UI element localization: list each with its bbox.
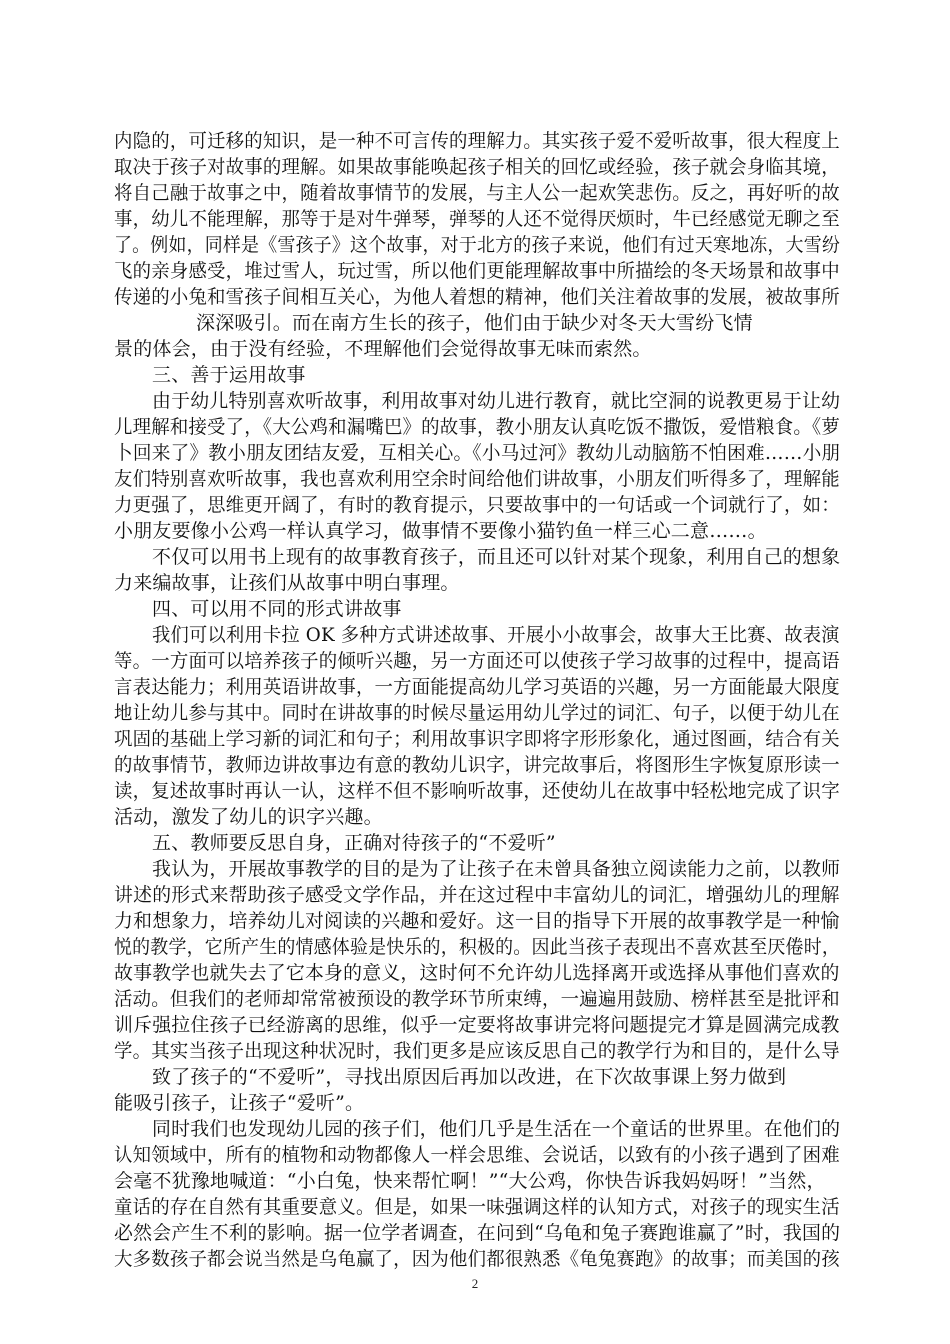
text-line: 会毫不犹豫地喊道：“小白兔，快来帮忙啊！”“大公鸡，你快告诉我妈妈呀！”当然，	[114, 1170, 826, 1192]
section-heading: 三、善于运用故事	[152, 364, 306, 386]
text-line: 事，幼儿不能理解，那等于是对牛弹琴，弹琴的人还不觉得厌烦时，牛已经感觉无聊之至	[114, 208, 840, 230]
text-line: 的故事情节，教师边讲故事边有意的教幼儿识字，讲完故事后，将图形生字恢复原形读一	[114, 754, 840, 776]
section-heading: 四、可以用不同的形式讲故事	[152, 598, 402, 620]
text-line: 活动，激发了幼儿的识字兴趣。	[114, 806, 383, 828]
text-line: 取决于孩子对故事的理解。如果故事能唤起孩子相关的回忆或经验，孩子就会身临其境，	[114, 156, 840, 178]
text-line: 等。一方面可以培养孩子的倾听兴趣，另一方面还可以使孩子学习故事的过程中，提高语	[114, 650, 840, 672]
text-line: 故事教学也就失去了它本身的意义，这时何不允许幼儿选择离开或选择从事他们喜欢的	[114, 962, 840, 984]
text-line: 童话的存在自然有其重要意义。但是，如果一味强调这样的认知方式，对孩子的现实生活	[114, 1196, 840, 1218]
text-line: 言表达能力；利用英语讲故事，一方面能提高幼儿学习英语的兴趣，另一方面能最大限度	[114, 676, 840, 698]
text-line: 景的体会，由于没有经验，不理解他们会觉得故事无味而索然。	[114, 338, 652, 360]
text-line: 力和想象力，培养幼儿对阅读的兴趣和爱好。这一目的指导下开展的故事教学是一种愉	[114, 910, 840, 932]
text-line: 能吸引孩子，让孩子“爱听”。	[114, 1092, 365, 1114]
text-line: 学。其实当孩子出现这种状况时，我们更多是应该反思自己的教学行为和目的，是什么导	[114, 1040, 840, 1062]
text-line: 深深吸引。而在南方生长的孩子，他们由于缺少对冬天大雪纷飞情	[196, 312, 753, 334]
text-line: 训斥强拉住孩子已经游离的思维，似乎一定要将故事讲完将问题提完才算是圆满完成教	[114, 1014, 840, 1036]
text-line: 活动。但我们的老师却常常被预设的教学环节所束缚，一遍遍用鼓励、榜样甚至是批评和	[114, 988, 840, 1010]
text-line: 必然会产生不利的影响。据一位学者调查，在问到“乌龟和兔子赛跑谁赢了”时，我国的	[114, 1222, 841, 1244]
text-line: 将自己融于故事之中，随着故事情节的发展，与主人公一起欢笑悲伤。反之，再好听的故	[114, 182, 840, 204]
text-line: 儿理解和接受了，《大公鸡和漏嘴巴》的故事，教小朋友认真吃饭不撒饭，爱惜粮食。《萝	[114, 416, 841, 438]
text-line: 我们可以利用卡拉 OK 多种方式讲述故事、开展小小故事会，故事大王比赛、故表演	[152, 624, 840, 646]
page-number: 2	[471, 1276, 479, 1291]
text-line: 友们特别喜欢听故事，我也喜欢利用空余时间给他们讲故事，小朋友们听得多了，理解能	[114, 468, 840, 490]
text-line: 我认为，开展故事教学的目的是为了让孩子在未曾具备独立阅读能力之前，以教师	[152, 858, 841, 880]
text-line: 大多数孩子都会说当然是乌龟赢了，因为他们都很熟悉《龟兔赛跑》的故事；而美国的孩	[114, 1248, 840, 1270]
text-line: 讲述的形式来帮助孩子感受文学作品，并在这过程中丰富幼儿的词汇，增强幼儿的理解	[114, 884, 840, 906]
text-line: 力来编故事，让孩们从故事中明白事理。	[114, 572, 460, 594]
text-line: 传递的小兔和雪孩子间相互关心，为他人着想的精神，他们关注着故事的发展，被故事所	[114, 286, 840, 308]
text-line: 卜回来了》教小朋友团结友爱，互相关心。《小马过河》教幼儿动脑筋不怕困难……小朋	[114, 442, 841, 464]
text-line: 由于幼儿特别喜欢听故事，利用故事对幼儿进行教育，就比空洞的说教更易于让幼	[152, 390, 841, 412]
text-line: 了。例如，同样是《雪孩子》这个故事，对于北方的孩子来说，他们有过天寒地冻，大雪纷	[114, 234, 841, 256]
text-line: 不仅可以用书上现有的故事教育孩子，而且还可以针对某个现象，利用自己的想象	[152, 546, 841, 568]
text-line: 同时我们也发现幼儿园的孩子们，他们几乎是生活在一个童话的世界里。在他们的	[152, 1118, 841, 1140]
text-line: 小朋友要像小公鸡一样认真学习，做事情不要像小猫钓鱼一样三心二意……。	[114, 520, 767, 542]
text-line: 读，复述故事时再认一认，这样不但不影响听故事，还使幼儿在故事中轻松地完成了识字	[114, 780, 840, 802]
text-line: 力更强了，思维更开阔了，有时的教育提示，只要故事中的一句话或一个词就行了，如：	[114, 494, 840, 516]
text-line: 飞的亲身感受，堆过雪人，玩过雪，所以他们更能理解故事中所描绘的冬天场景和故事中	[114, 260, 840, 282]
text-line: 地让幼儿参与其中。同时在讲故事的时候尽量运用幼儿学过的词汇、句子，以便于幼儿在	[114, 702, 840, 724]
text-line: 致了孩子的“不爱听”，寻找出原因后再加以改进，在下次故事课上努力做到	[152, 1066, 787, 1088]
section-heading: 五、教师要反思自身，正确对待孩子的“不爱听”	[152, 832, 556, 854]
text-line: 内隐的，可迁移的知识，是一种不可言传的理解力。其实孩子爱不爱听故事，很大程度上	[114, 130, 840, 152]
text-line: 巩固的基础上学习新的词汇和句子；利用故事识字即将字形形象化，通过图画，结合有关	[114, 728, 840, 750]
text-line: 认知领域中，所有的植物和动物都像人一样会思维、会说话，以致有的小孩子遇到了困难	[114, 1144, 840, 1166]
text-line: 悦的教学，它所产生的情感体验是快乐的，积极的。因此当孩子表现出不喜欢甚至厌倦时，	[114, 936, 841, 958]
